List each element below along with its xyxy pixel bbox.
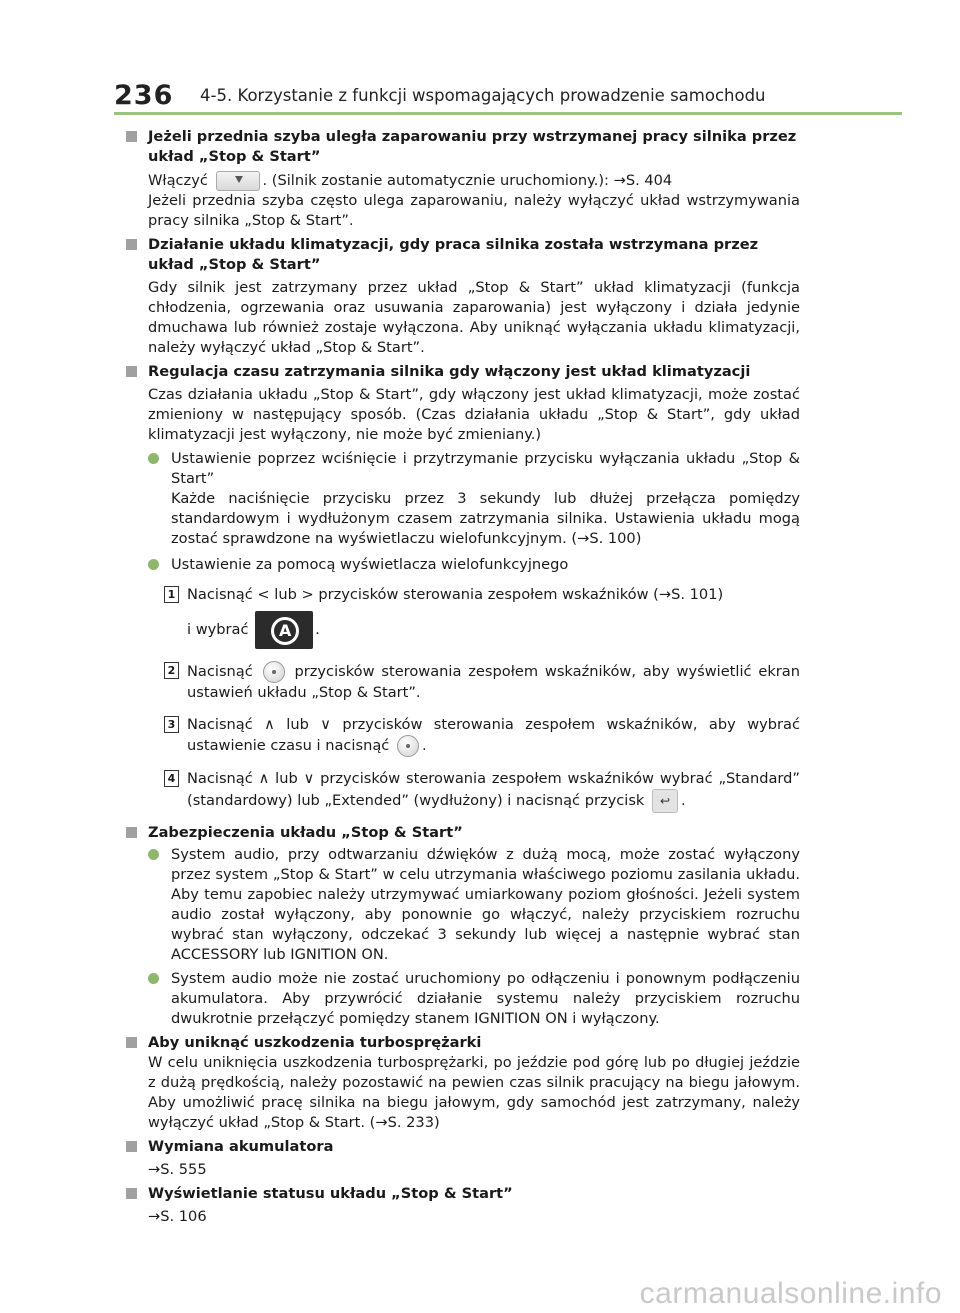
round-bullet-icon xyxy=(148,559,159,570)
bullet-audio-battery xyxy=(126,969,800,1029)
page-reference[interactable]: →S. 101) xyxy=(658,586,724,603)
page-reference[interactable]: →S. 233) xyxy=(375,1114,440,1131)
text: i wybrać xyxy=(187,621,249,638)
section-turbocharger xyxy=(126,1033,800,1133)
page-reference[interactable]: →S. 100) xyxy=(577,530,642,547)
text: Nacisnąć ∧ lub ∨ przycisków sterowania zespołem wskaźników wybrać „Standard” (standardowy) lub „Extended” (wydłużony) i nacisnąć przycisk xyxy=(187,770,800,809)
square-bullet-icon xyxy=(126,131,137,142)
paragraph: Jeżeli przednia szyba często ulega zaparowaniu, należy wyłączyć układ wstrzymywania pracy silnika „Stop & Start”. xyxy=(148,192,800,229)
section-battery xyxy=(126,1137,800,1180)
page-content xyxy=(126,127,800,1227)
section-stop-start-safeguards xyxy=(126,823,800,843)
step-number-badge: 1 xyxy=(164,586,179,603)
step-text xyxy=(187,611,800,649)
section-heading: Wyświetlanie statusu układu „Stop & Start” xyxy=(148,1185,513,1202)
section-stop-time-adjust xyxy=(126,362,800,445)
step-text xyxy=(187,585,800,605)
stop-start-auto-icon xyxy=(255,611,313,649)
step-text xyxy=(187,769,800,813)
round-bullet-icon xyxy=(148,453,159,464)
bullet-text xyxy=(171,489,800,549)
text: Każde naciśnięcie przycisku przez 3 sekundy lub dłużej przełącza pomiędzy standardowym i wydłużonym czasem zatrzymania silnika. Ustawienia układu mogą zostać sprawdzone na wyświetlaczu wielofunkcyjnym. ( xyxy=(171,490,800,547)
text: . xyxy=(681,792,686,809)
section-climate-operation xyxy=(126,235,800,358)
step-number-badge: 2 xyxy=(164,662,179,679)
round-bullet-icon xyxy=(148,973,159,984)
step-4 xyxy=(126,769,800,813)
watermark: carmanualsonline.info xyxy=(639,1277,942,1310)
section-status-display xyxy=(126,1184,800,1227)
page-reference[interactable]: →S. 555 xyxy=(148,1161,207,1178)
section-heading: Jeżeli przednia szyba uległa zaparowaniu przy wstrzymanej pracy silnika przez układ „Stop & Start” xyxy=(148,128,797,165)
text: Nacisnąć xyxy=(187,663,253,680)
page-number: 236 xyxy=(114,80,174,111)
step-3 xyxy=(126,715,800,757)
section-heading: Działanie układu klimatyzacji, gdy praca silnika została wstrzymana przez układ „Stop & Start” xyxy=(148,236,759,273)
bullet-title: Ustawienie poprzez wciśnięcie i przytrzymanie przycisku wyłączania układu „Stop & Start” xyxy=(171,450,800,487)
section-fogged-windshield xyxy=(126,127,800,231)
text: . xyxy=(421,737,427,754)
ok-button-icon xyxy=(263,661,285,683)
text: . (Silnik zostanie automatycznie uruchomiony.): xyxy=(262,172,609,189)
bullet-multi-display xyxy=(126,555,800,575)
text: przycisków sterowania zespołem wskaźników, aby wyświetlić ekran ustawień układu „Stop & Start”. xyxy=(187,663,800,701)
text: Nacisnąć < lub > przycisków sterowania zespołem wskaźników ( xyxy=(187,586,659,603)
step-text xyxy=(187,715,800,757)
square-bullet-icon xyxy=(126,1188,137,1199)
page-header xyxy=(114,80,904,116)
square-bullet-icon xyxy=(126,1037,137,1048)
section-heading: Wymiana akumulatora xyxy=(148,1138,334,1155)
bullet-text: System audio może nie zostać uruchomiony po odłączeniu i ponownym podłączeniu akumulatora. Aby przywrócić działanie systemu należy przyciskiem rozruchu dwukrotnie przełączyć pomiędzy stanem IGNITION ON i wyłączony. xyxy=(171,970,800,1027)
text: . xyxy=(315,621,320,638)
step-2 xyxy=(126,661,800,703)
square-bullet-icon xyxy=(126,239,137,250)
defroster-button-icon xyxy=(216,171,260,191)
auto-letter: A xyxy=(271,617,299,645)
bullet-title: Ustawienie za pomocą wyświetlacza wielofunkcyjnego xyxy=(171,556,569,573)
ok-button-icon xyxy=(397,735,419,757)
step-1 xyxy=(126,585,800,649)
paragraph xyxy=(148,171,800,191)
step-number-badge: 4 xyxy=(164,770,179,787)
square-bullet-icon xyxy=(126,827,137,838)
step-text xyxy=(187,661,800,703)
text: Nacisnąć ∧ lub ∨ przycisków sterowania zespołem wskaźników, aby wybrać ustawienie czasu i nacisnąć xyxy=(187,716,800,754)
paragraph: Czas działania układu „Stop & Start”, gdy włączony jest układ klimatyzacji, może zostać zmieniony w następujący sposób. (Czas działania układu „Stop & Start”, gdy układ klimatyzacji jest wyłączony, nie może być zmieniany.) xyxy=(148,386,800,443)
text: Włączyć xyxy=(148,172,208,189)
section-heading: Regulacja czasu zatrzymania silnika gdy włączony jest układ klimatyzacji xyxy=(148,363,751,380)
paragraph: Gdy silnik jest zatrzymany przez układ „Stop & Start” układ klimatyzacji (funkcja chłodzenia, ogrzewania oraz usuwania zaparowania) jest wyłączony i działa jedynie dmuchawa lub również zostaje wyłączona. Aby uniknąć wyłączania układu klimatyzacji, należy wyłączyć układ „Stop & Start”. xyxy=(148,279,800,356)
back-button-icon: ↩ xyxy=(652,789,678,813)
square-bullet-icon xyxy=(126,1141,137,1152)
section-heading: Zabezpieczenia układu „Stop & Start” xyxy=(148,824,463,841)
section-heading: Aby uniknąć uszkodzenia turbosprężarki xyxy=(148,1034,482,1051)
bullet-hold-button xyxy=(126,449,800,549)
page-reference[interactable]: →S. 404 xyxy=(613,172,673,189)
square-bullet-icon xyxy=(126,366,137,377)
step-number-badge: 3 xyxy=(164,716,179,733)
text: W celu uniknięcia uszkodzenia turbosprężarki, po jeździe pod górę lub po długiej jeździe z dużą prędkością, należy pozostawić na pewien czas silnik pracujący na biegu jałowym. Aby umożliwić pracę silnika na biegu jałowym, gdy samochód jest zatrzymany, należy wyłączyć układ „Stop & Start. ( xyxy=(148,1054,800,1131)
bullet-text: System audio, przy odtwarzaniu dźwięków z dużą mocą, może zostać wyłączony przez system „Stop & Start” w celu utrzymania właściwego poziomu zasilania układu. Aby temu zapobiec należy utrzymywać umiarkowany poziom głośności. Jeżeli system audio został wyłączony, aby ponownie go włączyć, należy przyciskiem rozruchu wybrać stan wyłączony, odczekać 3 sekundy lub więcej a następnie wybrać stan ACCESSORY lub IGNITION ON. xyxy=(171,846,800,963)
page-reference[interactable]: →S. 106 xyxy=(148,1208,207,1225)
bullet-audio-shutdown xyxy=(126,845,800,965)
chapter-title: 4-5. Korzystanie z funkcji wspomagających prowadzenie samochodu xyxy=(200,86,766,105)
header-rule xyxy=(114,112,902,115)
round-bullet-icon xyxy=(148,849,159,860)
paragraph xyxy=(148,1053,800,1133)
